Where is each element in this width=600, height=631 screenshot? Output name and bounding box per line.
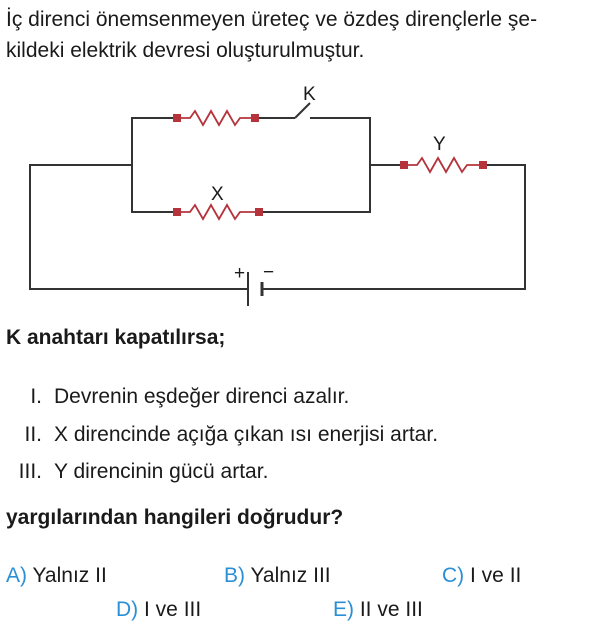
resistor-x	[173, 205, 263, 219]
wire-branch-left	[132, 118, 175, 212]
intro-line-1: İç direnci önemsenmeyen üreteç ve özdeş dirençlerle şe-	[6, 8, 538, 31]
statement-1-text: Devrenin eşdeğer direnci azalır.	[54, 385, 350, 408]
option-a-letter: A)	[6, 564, 27, 587]
statement-2-text: X direncinde açığa çıkan ısı enerjisi artar.	[54, 423, 439, 446]
option-d[interactable]	[116, 598, 201, 622]
battery	[248, 272, 262, 306]
statement-1	[2, 385, 349, 409]
option-b-letter: B)	[224, 564, 245, 587]
intro-text	[6, 4, 596, 66]
resistor-top	[173, 111, 259, 125]
question-text: K anahtarı kapatılırsa;	[6, 326, 226, 349]
option-e-letter: E)	[333, 598, 354, 621]
switch-k-label: K	[303, 84, 316, 105]
option-e-text: II ve III	[359, 598, 423, 621]
switch-k-blade	[295, 103, 310, 118]
statement-3-number: III.	[18, 460, 42, 483]
battery-minus-label: −	[263, 262, 275, 283]
prompt-text: yargılarından hangileri doğrudur?	[6, 506, 344, 529]
statement-3	[2, 460, 268, 484]
option-c[interactable]	[442, 564, 521, 588]
statement-1-number: I.	[30, 385, 42, 408]
resistor-x-label: X	[211, 184, 224, 205]
wire-outer-right	[262, 165, 525, 289]
resistor-y	[400, 158, 487, 172]
statement-3-text: Y direncinin gücü artar.	[54, 460, 269, 483]
option-e[interactable]	[333, 598, 423, 622]
battery-plus-label: +	[234, 263, 246, 284]
option-d-text: I ve III	[144, 598, 202, 621]
statement-2-number: II.	[24, 423, 42, 446]
option-c-text: I ve II	[470, 564, 522, 587]
intro-line-2: kildeki elektrik devresi oluşturulmuştur.	[6, 39, 365, 62]
wire-top-right	[262, 118, 370, 212]
option-a-text: Yalnız II	[32, 564, 107, 587]
resistor-y-label: Y	[433, 134, 446, 155]
option-d-letter: D)	[116, 598, 139, 621]
option-c-letter: C)	[442, 564, 465, 587]
option-b-text: Yalnız III	[250, 564, 331, 587]
circuit-diagram	[0, 78, 600, 318]
statement-2	[2, 423, 438, 447]
option-a[interactable]	[6, 564, 107, 588]
option-b[interactable]	[224, 564, 331, 588]
